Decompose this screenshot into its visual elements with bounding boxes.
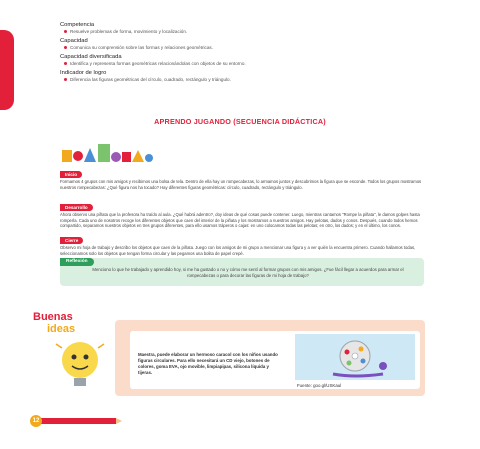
snail-craft-photo [295,334,415,380]
cierre-label: Cierre [60,237,83,244]
competencia-text: Resuelve problemas de forma, movimiento y localización. [70,29,188,34]
capacidad-text: Comunica su comprensión sobre las formas y relaciones geométricas. [70,45,213,50]
indicador-text: Diferencia las figuras geométricas del círculo, cuadrado, rectángulo y triángulo. [70,77,231,82]
buenas-ideas-title-line1: Buenas [33,311,73,323]
capacidad-diversificada-item [64,61,420,66]
cierre-paragraph: Observo mi hoja de trabajo y describo los objetos que caen de la piñata. Juego con los amigos de mi grupo a mencionar una figura y a ver quién la encuentra primero. Cuando hallamos todas, seleccionamos solo los objetos que tengan forma circular y las pegamos una bolita de papel crepé. [60,245,416,256]
capacidad-diversificada-text: Identifica y representa formas geométricas relacionándolas con objetos de su entorno. [70,61,246,66]
bullet-icon [64,78,67,81]
indicador-title: Indicador de logro [60,70,107,76]
inicio-label: Inicio [60,171,82,178]
bullet-icon [64,30,67,33]
lightbulb-mascot-icon [50,330,110,400]
capacidad-title: Capacidad [60,38,88,44]
main-title: APRENDO JUGANDO (SECUENCIA DIDÁCTICA) [154,117,326,126]
source-caption: Fuente: goo.gl/USKaul [297,383,342,388]
pencil-decoration [30,415,122,427]
header-block [60,18,420,82]
desarrollo-paragraph: Ahora observo una piñata que la profesora ha traído al aula. ¿Qué habrá adentro?, doy ideas de qué cosas puede contener. Luego, mientras cantamos "Rompe la piñata", le damos golpes hasta romperla. Cada uno de nosotros recoge los diferentes objetos que caen del interior de la piñata y los mostramos a nuestros amigos. Hay pelotas, dados y conos. Después, cuando todos hemos compartido, separamos nuestros objetos en tres grupos diferentes, para ello usamos tráperos o cajas: en uno colocamos todas las pelotas; en otro, los dados; y en el último, los conos. [60,212,420,229]
buenas-ideas-title-line2: ideas [47,323,76,335]
competencia-item [64,29,420,34]
inicio-paragraph: Formamos 4 grupos con mis amigos y recibimos una bolsa de tela. Dentro de ella hay un rompecabezas, lo armamos juntos y descubrimos la figura que se esconde. Todos los grupos mostramos nuestros rompecabezas: ¿Qué figura nos ha tocado? Hay diferentes figuras geométricas: círculo, cuadrado, rectángulo y triángulo. [60,179,422,190]
geometric-shapes-illustration [60,130,155,166]
reflexion-label: Reflexión [60,258,94,266]
capacidad-item [64,45,420,50]
capacidad-diversificada-title: Capacidad diversificada [60,54,122,60]
page-number-badge: 12 [30,415,42,427]
reflexion-paragraph: Menciono lo que he trabajado y aprendido hoy, si me ha gustado o no y cómo me sentí al formar grupos con mis amigos. ¿Fue fácil llegar a acuerdos para armar el rompecabezas o para decorar las figuras de mi hoja de trabajo? [92,267,404,278]
bullet-icon [64,46,67,49]
competencia-title: Competencia [60,22,95,28]
bullet-icon [64,62,67,65]
desarrollo-label: Desarrollo [60,204,93,211]
side-tab-marker [0,30,14,110]
ideas-paragraph: Maestra, puede elaborar un hermoso caracol con los niños usando figuras circulares. Para ello necesitará un CD viejo, botones de colores, goma EVA, ojo movible, limpiapipas, silicona líquida y tijeras. [138,352,278,375]
indicador-item [64,77,420,82]
